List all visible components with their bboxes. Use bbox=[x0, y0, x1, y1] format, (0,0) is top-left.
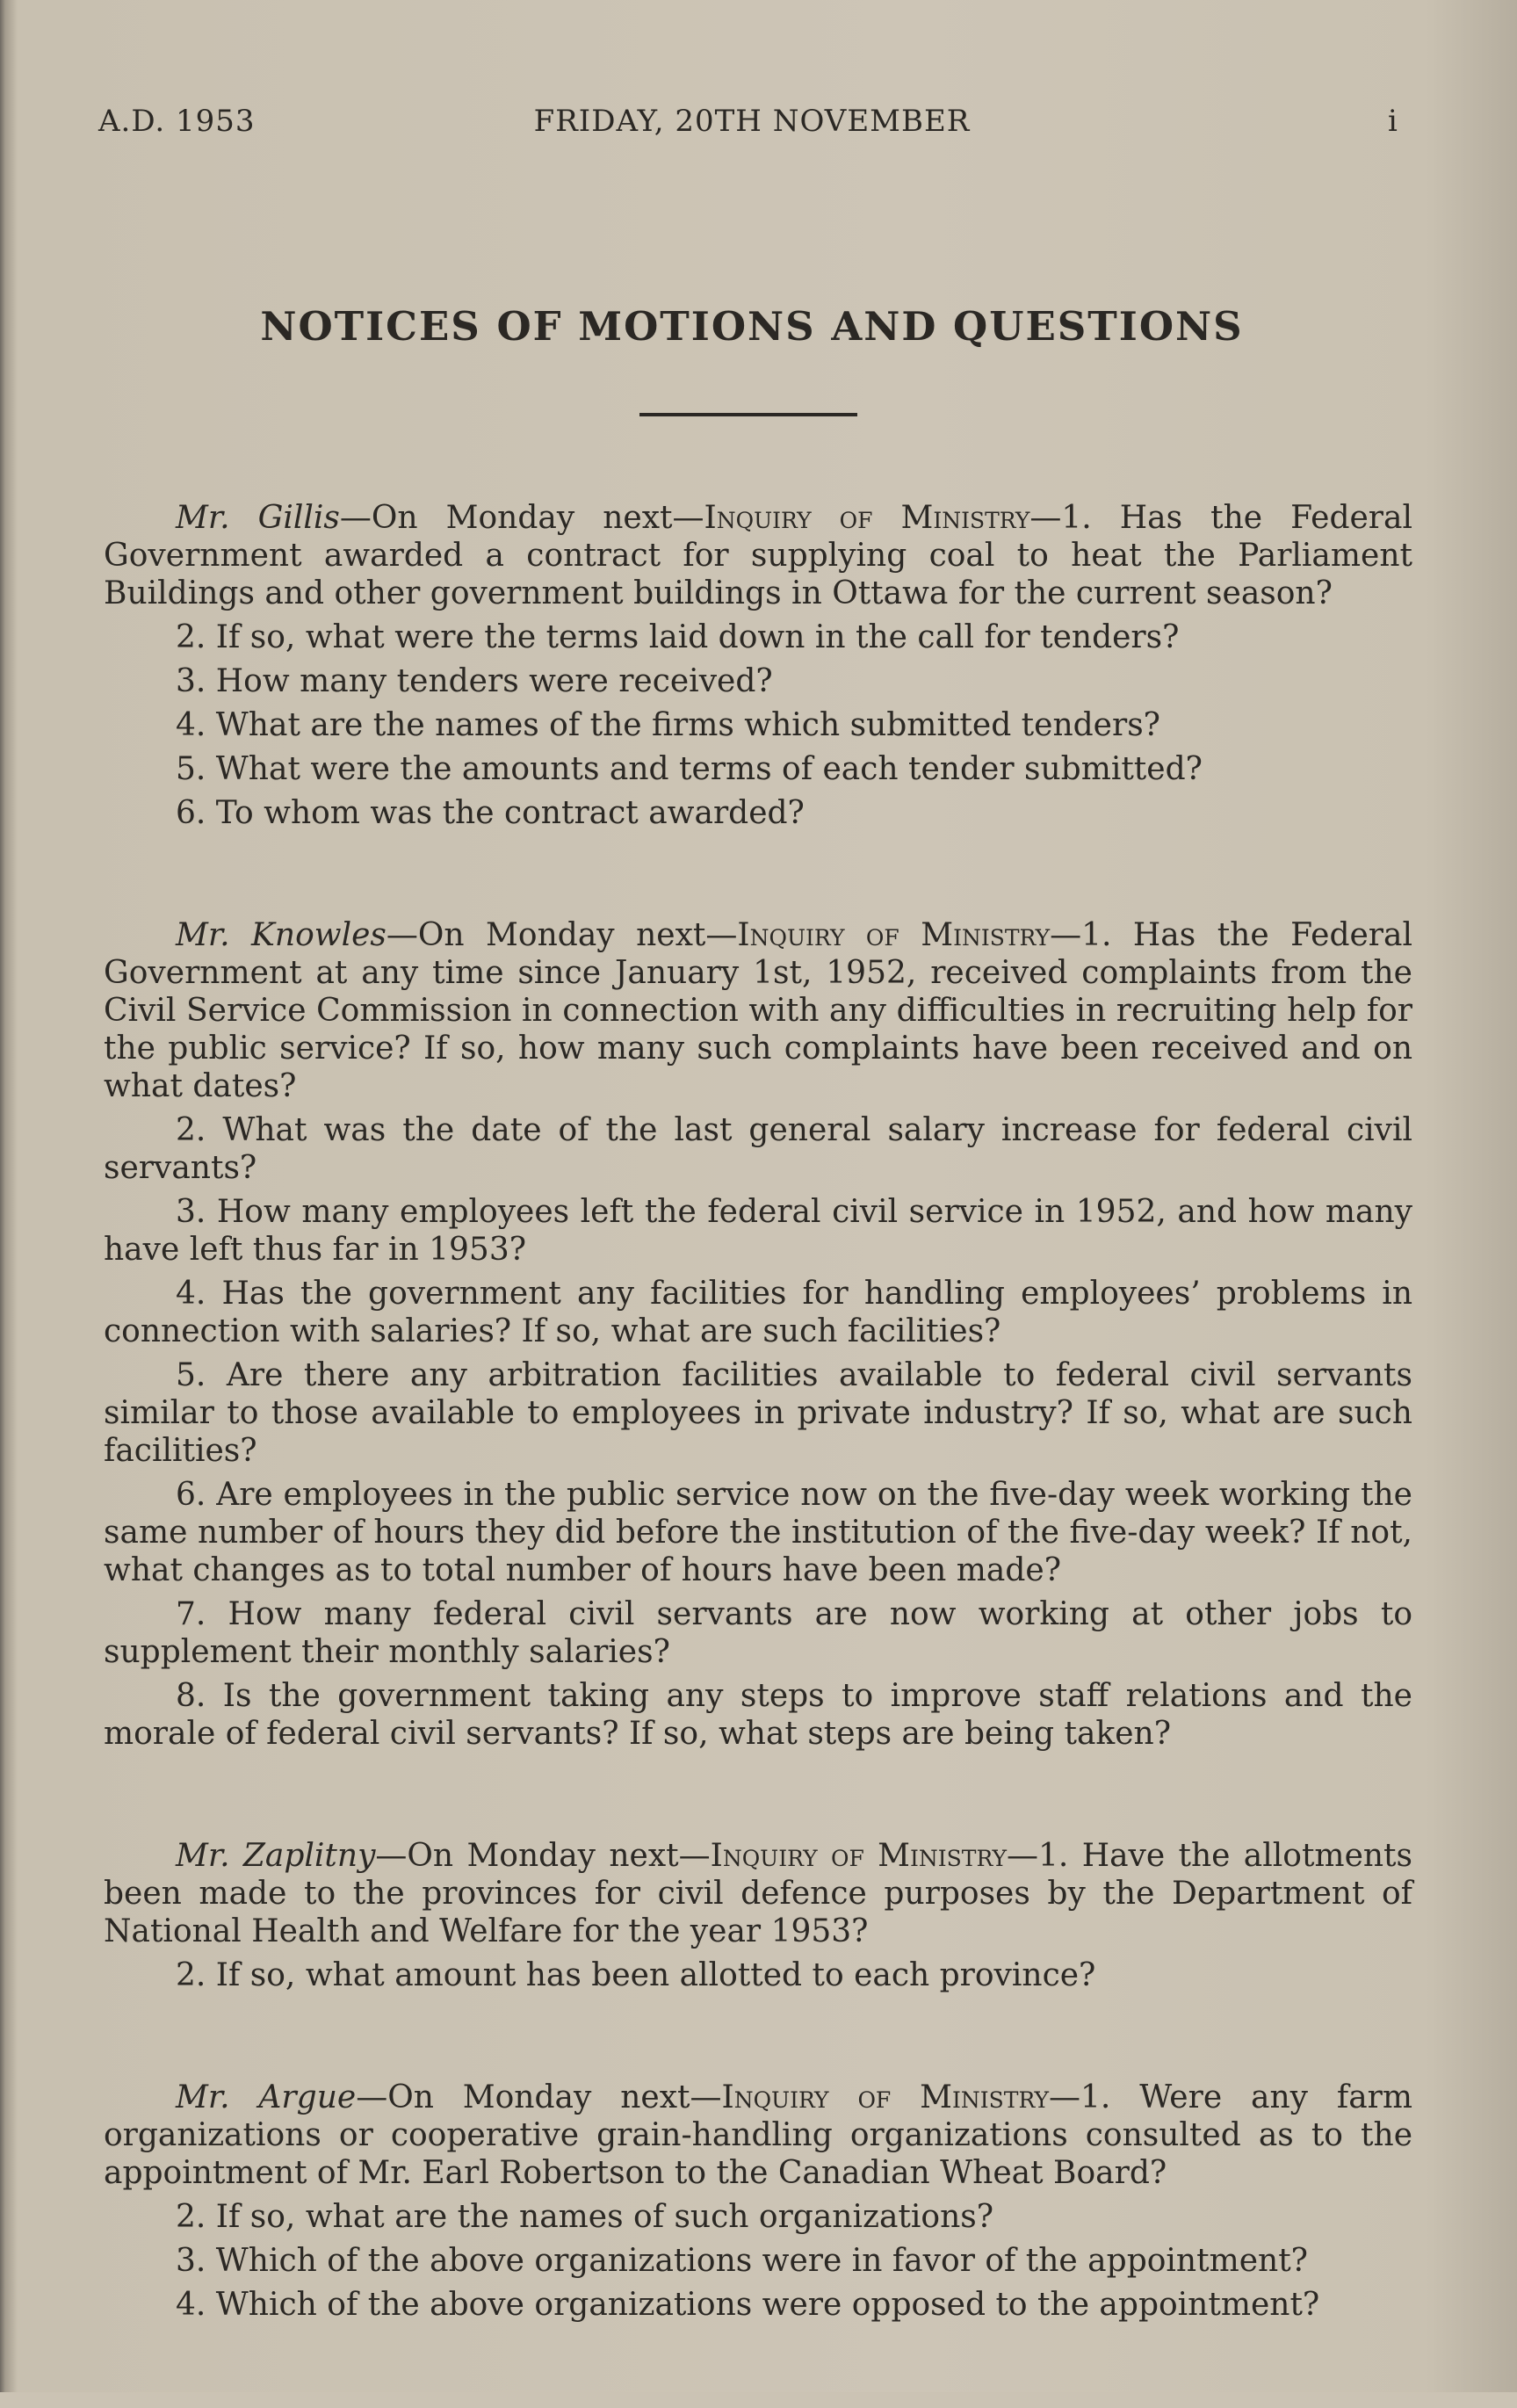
member-name: Mr. Argue bbox=[176, 2079, 357, 2115]
member-name: Mr. Zaplitny bbox=[176, 1838, 376, 1874]
page-title: NOTICES OF MOTIONS AND QUESTIONS bbox=[260, 303, 1244, 350]
running-head bbox=[0, 104, 1517, 142]
notice-argue bbox=[104, 2079, 1412, 2324]
title-rule bbox=[639, 413, 857, 416]
question-6: 6. To whom was the contract awarded? bbox=[176, 795, 805, 831]
question-4: 4. Has the government any facilities for handling employees’ problems in connection with salaries? If so, what are such facilities? bbox=[104, 1276, 1412, 1349]
question-4: 4. What are the names of the firms which submitted tenders? bbox=[176, 707, 1160, 743]
question-3: 3. How many tenders were received? bbox=[176, 663, 773, 699]
notice-when: —On Monday next— bbox=[356, 2079, 722, 2115]
question-3: 3. How many employees left the federal civil service in 1952, and how many have left thus far in 1953? bbox=[104, 1194, 1412, 1268]
header-page-number: i bbox=[1388, 104, 1398, 139]
notice-lead bbox=[104, 2079, 1412, 2192]
question-1: —1. Have the allotments been made to the provinces for civil defence purposes by the Department of National Health and Welfare for the year 1953? bbox=[104, 1838, 1412, 1949]
question-8: 8. Is the government taking any steps to improve staff relations and the morale of federal civil servants? If so, what steps are being taken? bbox=[104, 1678, 1412, 1752]
notice-gillis bbox=[104, 499, 1412, 832]
question-2: 2. If so, what were the terms laid down in the call for tenders? bbox=[176, 619, 1180, 655]
member-name: Mr. Gillis bbox=[176, 500, 340, 536]
question-6: 6. Are employees in the public service now on the five-day week working the same number of hours they did before the institution of the five-day week? If not, what changes as to total number of hours have been made? bbox=[104, 1477, 1412, 1588]
header-year: A.D. 1953 bbox=[98, 104, 256, 139]
member-name: Mr. Knowles bbox=[176, 917, 386, 953]
notice-zaplitny bbox=[104, 1837, 1412, 1994]
notice-type: Inquiry of Ministry bbox=[737, 917, 1051, 953]
question-1: —1. Has the Federal Government at any time since January 1st, 1952, received complaints from the Civil Service Commission in connection with any difficulties in recruiting help for the public service? If so, how many such complaints have been received and on what dates? bbox=[104, 917, 1412, 1104]
question-2: 2. If so, what amount has been allotted to each province? bbox=[176, 1957, 1096, 1993]
header-date: FRIDAY, 20TH NOVEMBER bbox=[533, 104, 971, 139]
notice-when: —On Monday next— bbox=[339, 500, 704, 536]
notice-lead bbox=[104, 1837, 1412, 1950]
question-2: 2. If so, what are the names of such organizations? bbox=[176, 2199, 994, 2235]
notice-type: Inquiry of Ministry bbox=[710, 1838, 1008, 1874]
question-4: 4. Which of the above organizations were opposed to the appointment? bbox=[176, 2287, 1320, 2323]
question-2: 2. What was the date of the last general salary increase for federal civil servants? bbox=[104, 1112, 1412, 1186]
notice-type: Inquiry of Ministry bbox=[721, 2079, 1050, 2115]
notice-knowles bbox=[104, 916, 1412, 1753]
question-1: —1. Has the Federal Government awarded a contract for supplying coal to heat the Parliament Buildings and other government buildings in Ottawa for the current season? bbox=[104, 500, 1412, 611]
question-1: —1. Were any farm organizations or cooperative grain-handling organizations consulted as to the appointment of Mr. Earl Robertson to the Canadian Wheat Board? bbox=[104, 2079, 1412, 2191]
notice-when: —On Monday next— bbox=[375, 1838, 711, 1874]
notice-lead bbox=[104, 499, 1412, 612]
question-5: 5. What were the amounts and terms of each tender submitted? bbox=[176, 751, 1203, 787]
notice-lead bbox=[104, 916, 1412, 1105]
question-5: 5. Are there any arbitration facilities available to federal civil servants similar to those available to employees in private industry? If so, what are such facilities? bbox=[104, 1357, 1412, 1469]
notice-when: —On Monday next— bbox=[386, 917, 738, 953]
question-7: 7. How many federal civil servants are now working at other jobs to supplement their monthly salaries? bbox=[104, 1596, 1412, 1670]
notices-list bbox=[104, 499, 1412, 2408]
notice-type: Inquiry of Ministry bbox=[704, 500, 1030, 536]
question-3: 3. Which of the above organizations were in favor of the appointment? bbox=[176, 2243, 1308, 2279]
